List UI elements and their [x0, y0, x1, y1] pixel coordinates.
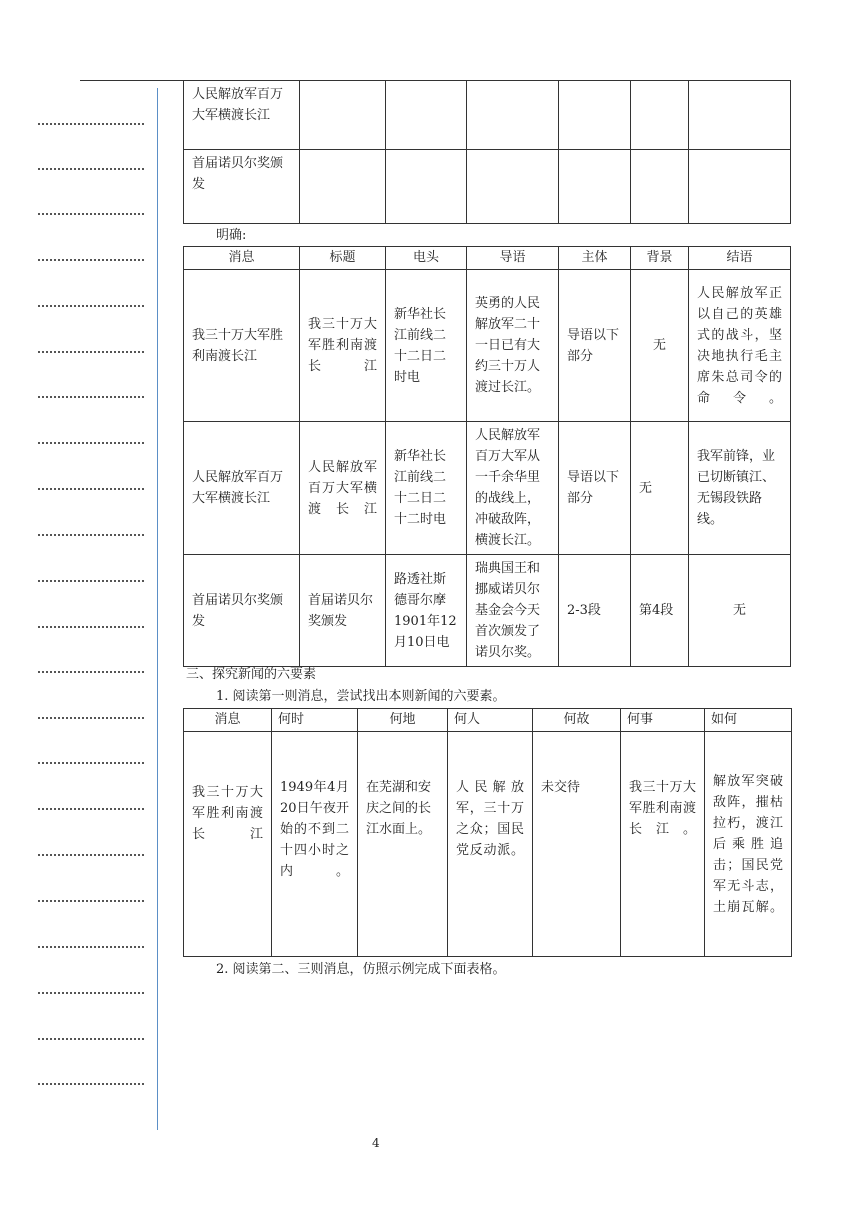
six-elements-table [183, 708, 792, 957]
margin-dotted-line [38, 534, 144, 536]
background-cell: 无 [631, 422, 689, 555]
background-cell: 第4段 [631, 555, 689, 667]
who-cell: 人民解放军，三十万之众；国民党反动派。 [448, 732, 533, 957]
column-header: 标题 [300, 247, 386, 270]
column-header: 何事 [621, 709, 705, 732]
margin-dotted-line [38, 900, 144, 902]
table-header-row [184, 709, 792, 732]
column-header: 消息 [184, 247, 300, 270]
margin-dotted-line [38, 396, 144, 398]
column-header: 何时 [272, 709, 358, 732]
answer-cell[interactable] [300, 81, 386, 150]
answer-cell[interactable] [689, 150, 791, 224]
table-header-row [184, 247, 791, 270]
column-header: 导语 [467, 247, 559, 270]
column-header: 消息 [184, 709, 272, 732]
margin-dotted-line [38, 351, 144, 353]
title-cell: 首届诺贝尔奖颁发 [300, 555, 386, 667]
news-cell: 我三十万大军胜利南渡长江 [184, 270, 300, 422]
conclusion-cell: 人民解放军正以自己的英雄式的战斗，坚决地执行毛主席朱总司令的命令。 [689, 270, 791, 422]
news-structure-answer-table [183, 246, 791, 667]
column-header: 如何 [705, 709, 792, 732]
margin-dotted-line [38, 808, 144, 810]
news-name-cell: 首届诺贝尔奖颁发 [184, 150, 300, 224]
page-number: 4 [372, 1136, 380, 1150]
margin-dotted-line [38, 854, 144, 856]
section-heading: 三、探究新闻的六要素 [186, 667, 317, 682]
margin-rule [157, 88, 158, 1130]
news-cell: 我三十万大军胜利南渡长江 [184, 732, 272, 957]
table-row [184, 422, 791, 555]
lead-cell: 瑞典国王和挪威诺贝尔基金会今天首次颁发了诺贝尔奖。 [467, 555, 559, 667]
news-cell: 人民解放军百万大军横渡长江 [184, 422, 300, 555]
question-1: 1. 阅读第一则消息，尝试找出本则新闻的六要素。 [216, 689, 506, 704]
conclusion-cell: 无 [689, 555, 791, 667]
answer-cell[interactable] [467, 150, 559, 224]
margin-dotted-line [38, 626, 144, 628]
body-cell: 2-3段 [559, 555, 631, 667]
margin-dotted-line [38, 717, 144, 719]
dateline-cell: 新华社长江前线二十二日二十二时电 [386, 422, 467, 555]
column-header: 电头 [386, 247, 467, 270]
margin-dotted-line [38, 671, 144, 673]
background-cell: 无 [631, 270, 689, 422]
where-cell: 在芜湖和安庆之间的长江水面上。 [358, 732, 448, 957]
answer-cell[interactable] [559, 150, 631, 224]
margin-dotted-line [38, 762, 144, 764]
margin-dotted-line [38, 123, 144, 125]
table-row [184, 270, 791, 422]
table-row [184, 81, 791, 150]
title-cell: 我三十万大军胜利南渡长江 [300, 270, 386, 422]
news-structure-blank-table [183, 80, 791, 224]
margin-dotted-line [38, 1083, 144, 1085]
answer-cell[interactable] [467, 81, 559, 150]
column-header: 结语 [689, 247, 791, 270]
column-header: 背景 [631, 247, 689, 270]
lead-cell: 人民解放军百万大军从一千余华里的战线上，冲破敌阵，横渡长江。 [467, 422, 559, 555]
dateline-cell: 路透社斯德哥尔摩1901年12月10日电 [386, 555, 467, 667]
how-cell: 解放军突破敌阵，摧枯拉朽，渡江后乘胜追击；国民党军无斗志，土崩瓦解。 [705, 732, 792, 957]
answer-cell[interactable] [386, 81, 467, 150]
margin-dotted-line [38, 213, 144, 215]
table-row [184, 732, 792, 957]
column-header: 何地 [358, 709, 448, 732]
margin-dotted-line [38, 168, 144, 170]
title-cell: 人民解放军百万大军横渡长江 [300, 422, 386, 555]
answer-cell[interactable] [631, 150, 689, 224]
news-name-cell: 人民解放军百万大军横渡长江 [184, 81, 300, 150]
body-cell: 导语以下部分 [559, 422, 631, 555]
column-header: 何人 [448, 709, 533, 732]
answer-cell[interactable] [559, 81, 631, 150]
margin-dotted-line [38, 488, 144, 490]
margin-dotted-line [38, 580, 144, 582]
margin-dotted-line [38, 305, 144, 307]
answer-label: 明确: [216, 228, 247, 243]
margin-dotted-line [38, 442, 144, 444]
dateline-cell: 新华社长江前线二十二日二时电 [386, 270, 467, 422]
why-cell: 未交待 [533, 732, 621, 957]
answer-cell[interactable] [386, 150, 467, 224]
question-2: 2. 阅读第二、三则消息，仿照示例完成下面表格。 [216, 962, 506, 977]
margin-dotted-line [38, 946, 144, 948]
column-header: 何故 [533, 709, 621, 732]
answer-cell[interactable] [689, 81, 791, 150]
body-cell: 导语以下部分 [559, 270, 631, 422]
column-header: 主体 [559, 247, 631, 270]
answer-cell[interactable] [300, 150, 386, 224]
margin-dotted-line [38, 992, 144, 994]
when-cell: 1949年4月20日午夜开始的不到二十四小时之内。 [272, 732, 358, 957]
what-cell: 我三十万大军胜利南渡长江。 [621, 732, 705, 957]
margin-dotted-line [38, 1038, 144, 1040]
table-row [184, 150, 791, 224]
conclusion-cell: 我军前锋，业已切断镇江、无锡段铁路线。 [689, 422, 791, 555]
answer-cell[interactable] [631, 81, 689, 150]
table-row [184, 555, 791, 667]
news-cell: 首届诺贝尔奖颁发 [184, 555, 300, 667]
lead-cell: 英勇的人民解放军二十一日已有大约三十万人渡过长江。 [467, 270, 559, 422]
margin-dotted-line [38, 259, 144, 261]
